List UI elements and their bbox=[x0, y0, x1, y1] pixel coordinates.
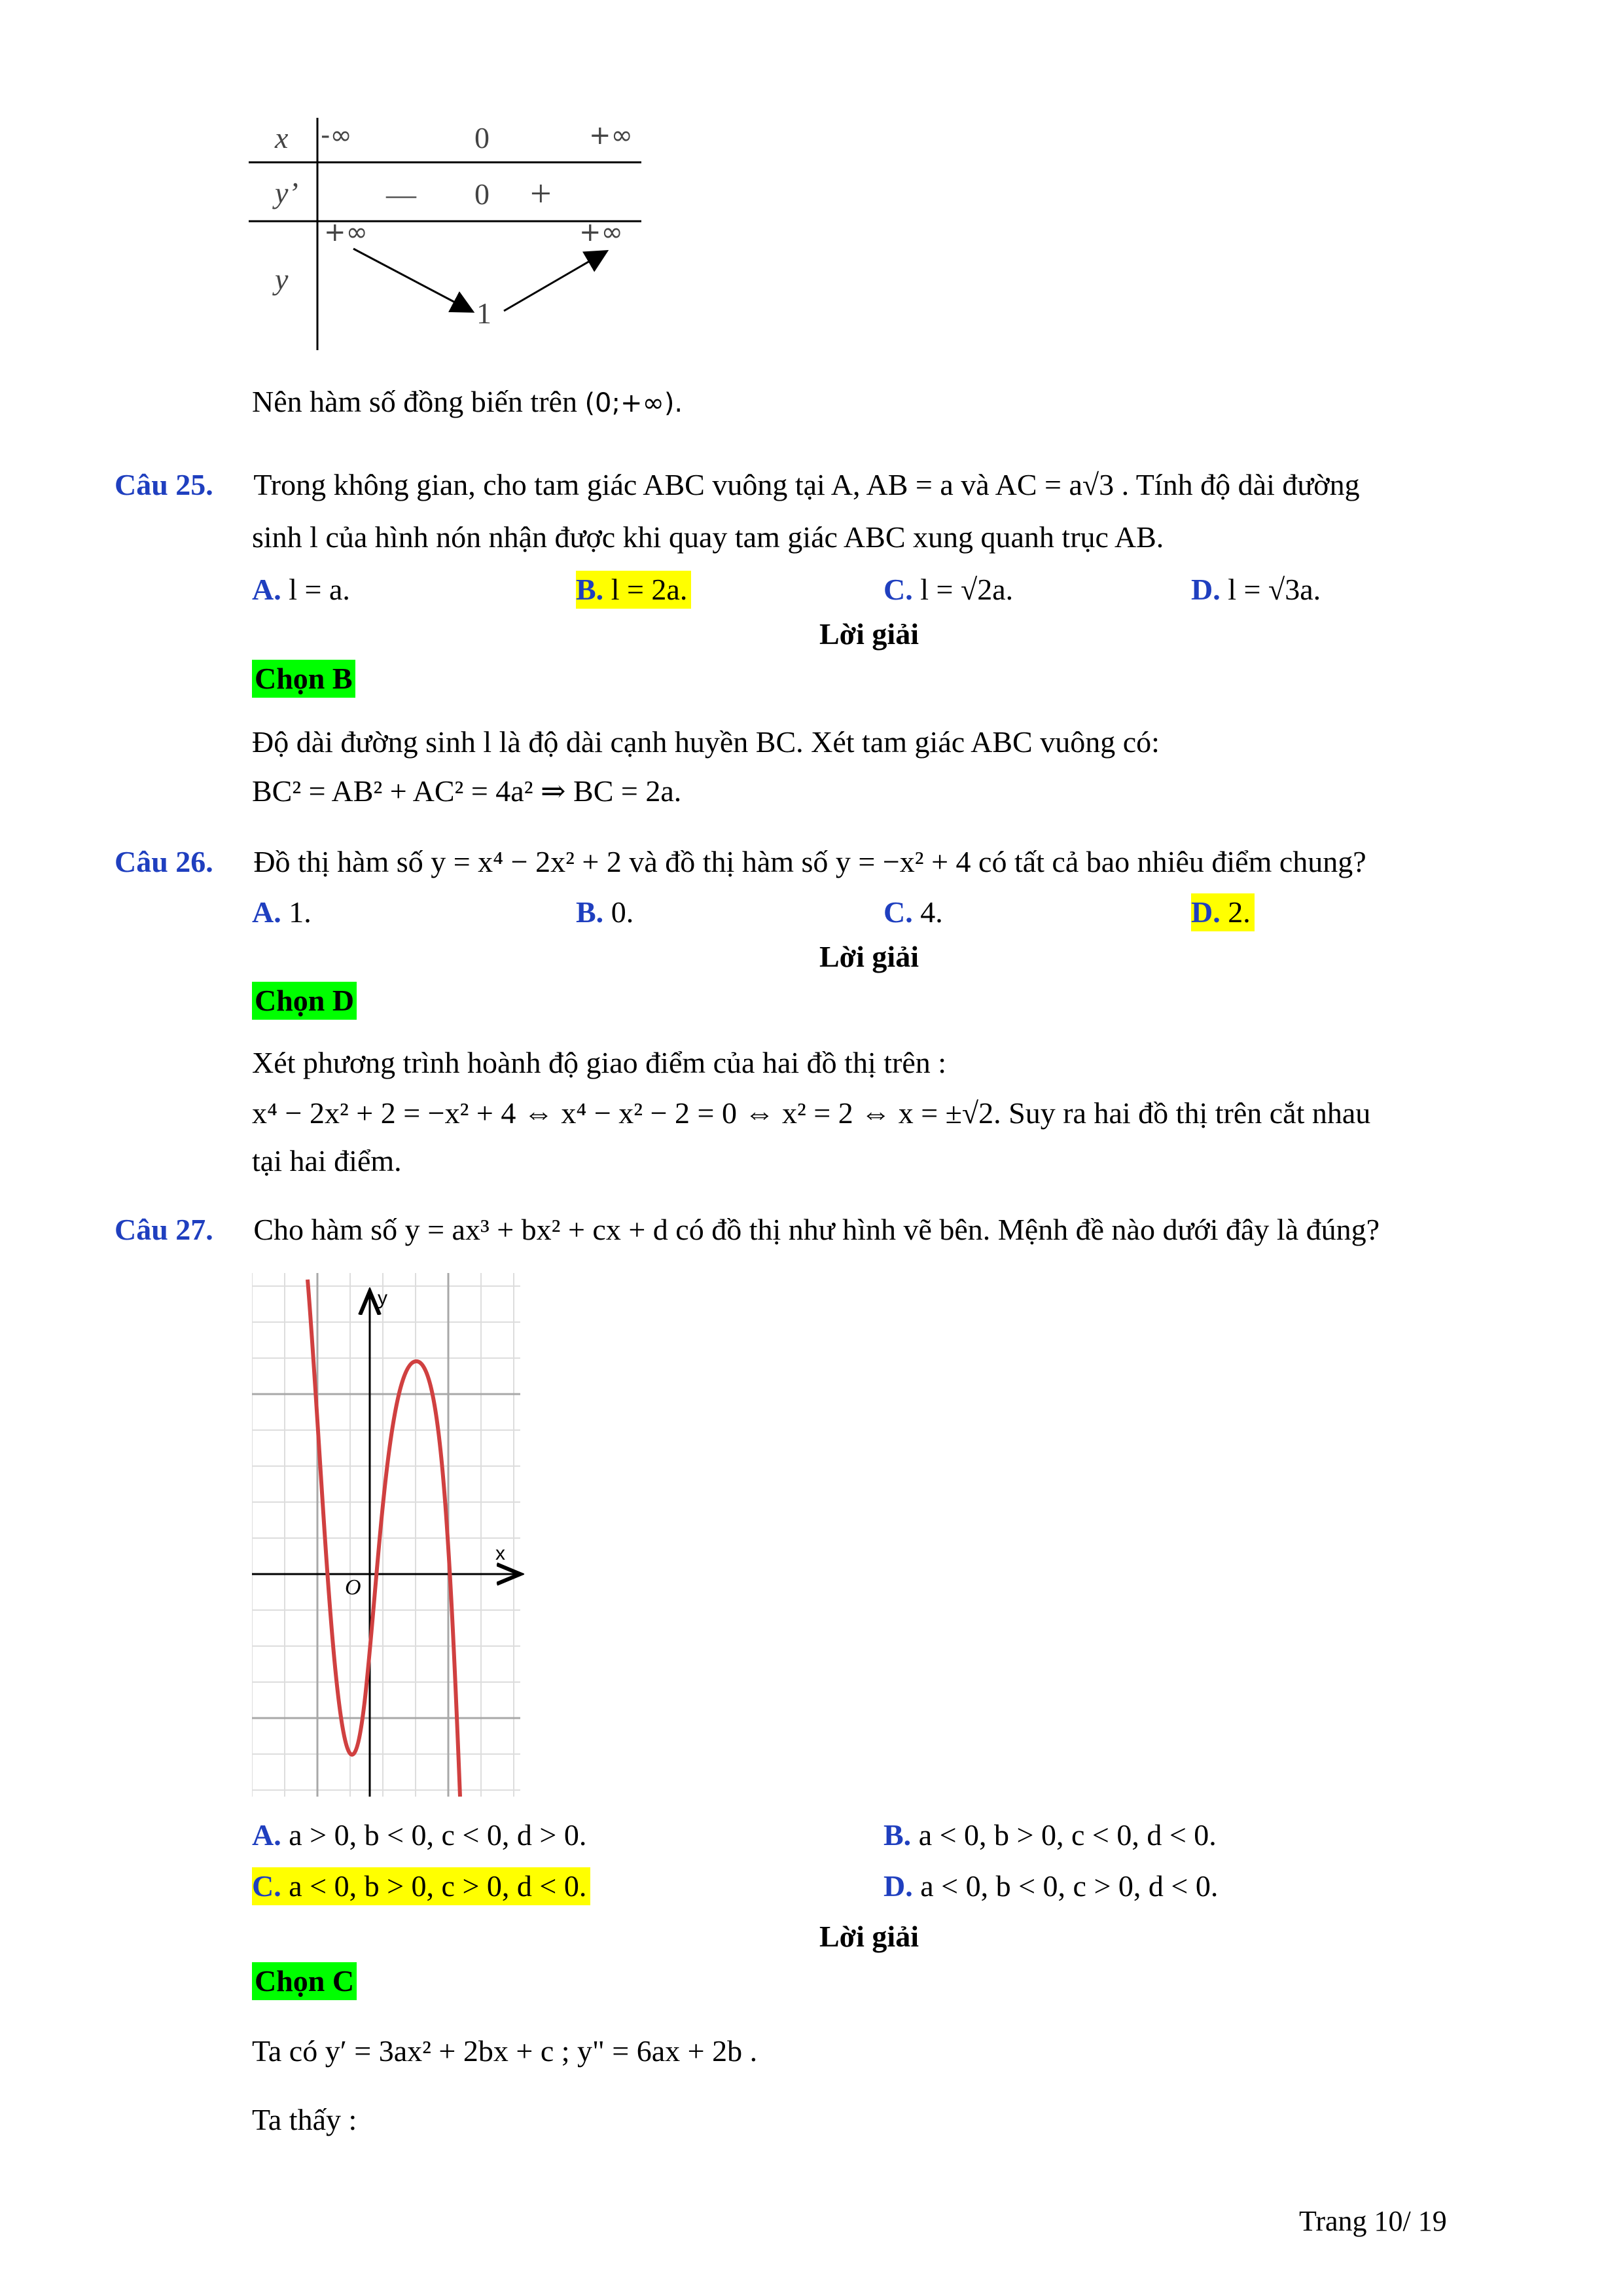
graph-origin-label: O bbox=[345, 1575, 361, 1600]
q25-chosen: Chọn B bbox=[252, 660, 355, 698]
q27-option-c[interactable]: C. a < 0, b > 0, c > 0, d < 0. bbox=[252, 1867, 590, 1905]
q25-stem-line1: Câu 25. Trong không gian, cho tam giác ABC vuông tại A, AB = a và AC = a√3 . Tính độ dài đường bbox=[115, 468, 1360, 501]
q26-solution-line2: x⁴ − 2x² + 2 = −x² + 4 ⇔ x⁴ − x² − 2 = 0 ⇔ x² = 2 ⇔ x = ±√2. Suy ra hai đồ thị trên cắt nhau bbox=[252, 1096, 1371, 1130]
q27-option-a[interactable]: A. a > 0, b < 0, c < 0, d > 0. bbox=[252, 1818, 587, 1852]
q26-label: Câu 26. bbox=[115, 845, 213, 878]
q25-option-d[interactable]: D. l = √3a. bbox=[1191, 573, 1321, 606]
page-number: Trang 10/ 19 bbox=[1299, 2205, 1447, 2237]
row-label-x: x bbox=[275, 121, 289, 154]
q27-solution-title: Lời giải bbox=[819, 1920, 919, 1953]
graph-x-label: x bbox=[495, 1543, 505, 1564]
q26-option-a[interactable]: A. 1. bbox=[252, 895, 312, 929]
y-value-0: +∞ bbox=[324, 217, 368, 247]
q27-option-d[interactable]: D. a < 0, b < 0, c > 0, d < 0. bbox=[883, 1869, 1219, 1903]
q25-option-c[interactable]: C. l = √2a. bbox=[883, 573, 1014, 606]
yprime-sign-0: — bbox=[386, 177, 416, 211]
x-value-0: -∞ bbox=[321, 120, 352, 151]
q27-stem: Câu 27. Cho hàm số y = ax³ + bx² + cx + d có đồ thị như hình vẽ bên. Mệnh đề nào dưới đây là đúng? bbox=[115, 1213, 1380, 1246]
q27-label: Câu 27. bbox=[115, 1213, 213, 1246]
q27-graph-svg bbox=[252, 1273, 527, 1797]
q25-option-b[interactable]: B. l = 2a. bbox=[576, 571, 691, 609]
q26-option-b[interactable]: B. 0. bbox=[576, 895, 634, 929]
yprime-sign-2: + bbox=[530, 172, 552, 215]
q26-solution-line1: Xét phương trình hoành độ giao điểm của hai đồ thị trên : bbox=[252, 1046, 947, 1079]
x-value-1: 0 bbox=[474, 121, 490, 154]
q26-option-c[interactable]: C. 4. bbox=[883, 895, 943, 929]
q25-solution-line1: Độ dài đường sinh l là độ dài cạnh huyền BC. Xét tam giác ABC vuông có: bbox=[252, 725, 1160, 759]
yprime-sign-1: 0 bbox=[474, 177, 490, 211]
q25-option-a[interactable]: A. l = a. bbox=[252, 573, 350, 606]
y-value-1: 1 bbox=[476, 296, 491, 330]
q26-solution-title: Lời giải bbox=[819, 940, 919, 973]
q26-stem: Câu 26. Đồ thị hàm số y = x⁴ − 2x² + 2 và đồ thị hàm số y = −x² + 4 có tất cả bao nhiêu điểm chung? bbox=[115, 845, 1366, 878]
row-label-y: y bbox=[275, 262, 289, 296]
q24-conclusion: Nên hàm số đồng biến trên (0;+∞). bbox=[252, 385, 683, 418]
q25-solution-line2: BC² = AB² + AC² = 4a² ⇒ BC = 2a. bbox=[252, 774, 682, 808]
q27-option-b[interactable]: B. a < 0, b > 0, c < 0, d < 0. bbox=[883, 1818, 1217, 1852]
row-label-yprime: y’ bbox=[275, 176, 298, 209]
q26-solution-line3: tại hai điểm. bbox=[252, 1144, 402, 1177]
x-value-2: +∞ bbox=[589, 120, 633, 151]
q27-solution-line1: Ta có y′ = 3ax² + 2bx + c ; y" = 6ax + 2b . bbox=[252, 2034, 758, 2068]
y-value-2: +∞ bbox=[579, 217, 623, 247]
q27-chosen: Chọn C bbox=[252, 1962, 357, 2000]
graph-y-label: y bbox=[378, 1287, 387, 1309]
q27-graph bbox=[252, 1273, 527, 1797]
q25-solution-title: Lời giải bbox=[819, 617, 919, 651]
q27-solution-line2: Ta thấy : bbox=[252, 2103, 357, 2136]
variation-table bbox=[249, 118, 654, 353]
q25-stem-line2: sinh l của hình nón nhận được khi quay tam giác ABC xung quanh trục AB. bbox=[252, 520, 1164, 554]
q26-chosen: Chọn D bbox=[252, 982, 357, 1020]
q25-label: Câu 25. bbox=[115, 468, 213, 501]
q26-option-d[interactable]: D. 2. bbox=[1191, 893, 1255, 931]
